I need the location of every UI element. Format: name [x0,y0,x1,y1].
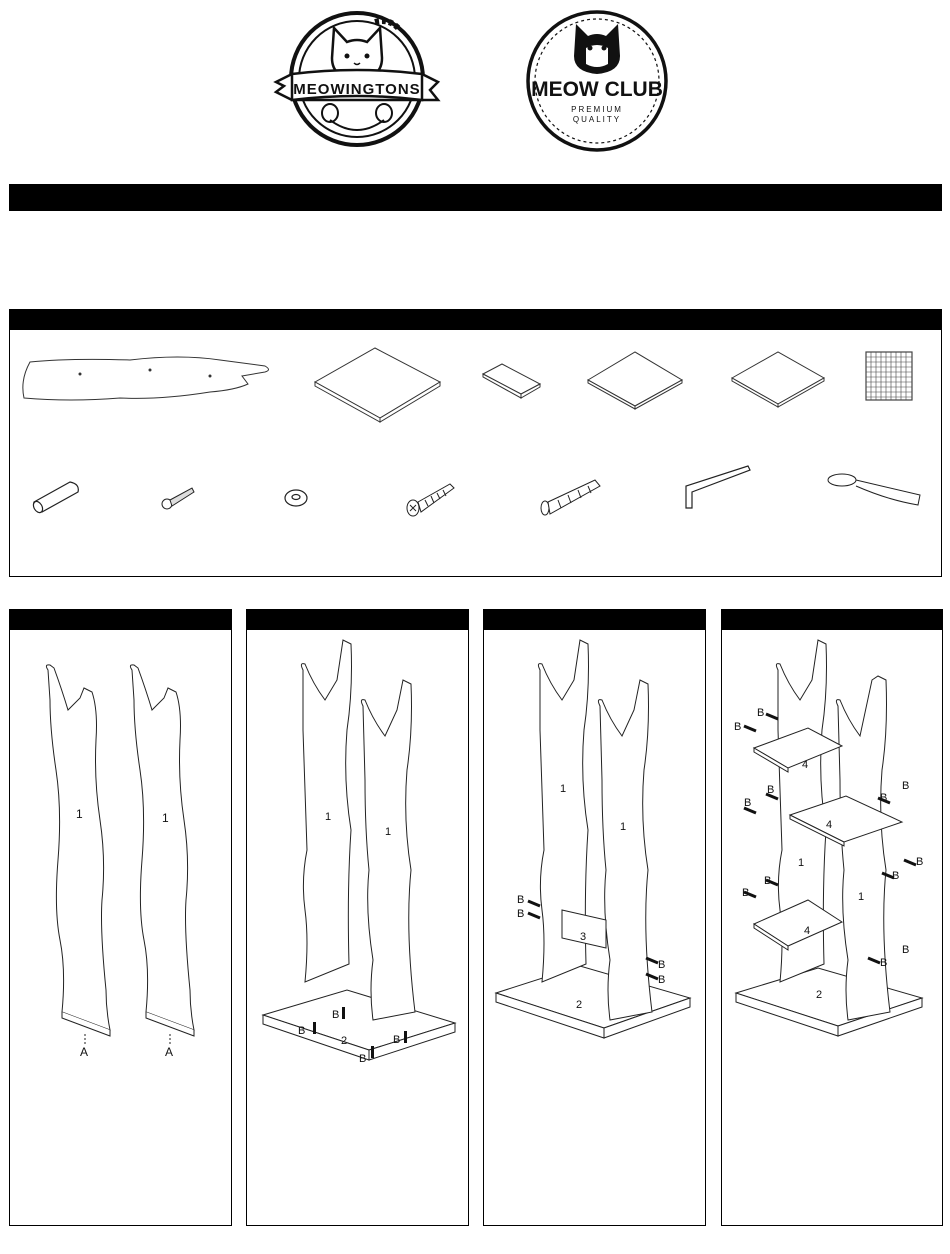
shelf-part [588,352,682,409]
step-4-hardware-label: B [744,797,752,809]
step-3-base-label: 2 [576,999,583,1011]
step-3-panel [483,609,706,1226]
step-2-part-label: 1 [325,811,332,823]
step-4-part-label: 1 [798,857,805,869]
step-4-part-label: 1 [858,891,865,903]
step-3-hardware-label: B [517,894,525,906]
step-3-part-label: 1 [620,821,627,833]
step-4-hardware-label: B [742,887,750,899]
step-3-hardware-label: B [517,908,525,920]
step-2-hardware-label: B [332,1009,340,1021]
step-2-panel [246,609,469,1226]
meow-club-logo-text: MEOW CLUB [531,78,663,101]
tree-panel-part [23,357,269,400]
step-4-hardware-label: B [734,721,742,733]
step-1-hardware-label: A [80,1045,89,1059]
meow-club-tagline-2: QUALITY [572,115,622,124]
wall-strap-part [828,474,920,505]
dowel-part [32,482,79,514]
step-4-hardware-label: B [902,944,910,956]
step-4-hardware-label: B [880,957,888,969]
step-3-hardware-label: B [658,974,666,986]
step-4-hardware-label: B [767,784,775,796]
step-2-hardware-label: B [359,1053,367,1065]
step-4-illustration [722,610,942,1225]
step-1-part-label: 1 [76,807,83,821]
washer-part [285,490,307,506]
meow-club-logo [516,8,678,154]
step-4-panel [721,609,943,1226]
step-2-base-label: 2 [341,1035,348,1047]
step-4-hardware-label: B [902,780,910,792]
step-2-illustration [247,610,468,1225]
step-4-hardware-label: B [916,856,924,868]
step-3-part-label: 1 [560,783,567,795]
shelf-part [732,352,824,407]
step-4-hardware-label: B [757,707,765,719]
step-3-brace-label: 3 [580,931,587,943]
step-3-hardware-label: B [658,959,666,971]
step-4-hardware-label: B [880,792,888,804]
step-2-hardware-label: B [393,1034,401,1046]
bolt-part [162,488,194,509]
step-1-part-label: 1 [162,811,169,825]
title-bar [9,184,942,211]
step-4-hardware-label: B [764,875,772,887]
step-4-base-label: 2 [816,989,823,1001]
step-1-illustration [10,610,231,1225]
step-3-illustration [484,610,705,1225]
step-2-part-label: 1 [385,826,392,838]
step-1-hardware-label: A [165,1045,174,1059]
meowingtons-logo-text: MEOWINGTONS [293,81,421,98]
screw-part [407,484,454,516]
step-2-hardware-label: B [298,1025,306,1037]
parts-illustrations [10,310,941,576]
step-1-panel [9,609,232,1226]
step-4-shelf-label: 4 [804,925,811,937]
step-4-shelf-label: 4 [826,819,833,831]
allen-key-part [686,466,750,508]
base-board-part [315,348,440,422]
wall-anchor-part [541,480,600,515]
step-4-hardware-label: B [892,870,900,882]
meowingtons-logo [272,8,442,150]
step-4-shelf-label: 4 [802,759,809,771]
meow-club-tagline-1: PREMIUM [571,105,623,114]
brace-part [483,364,540,398]
sisal-mat-part [866,352,912,400]
parts-list-panel [9,309,942,577]
